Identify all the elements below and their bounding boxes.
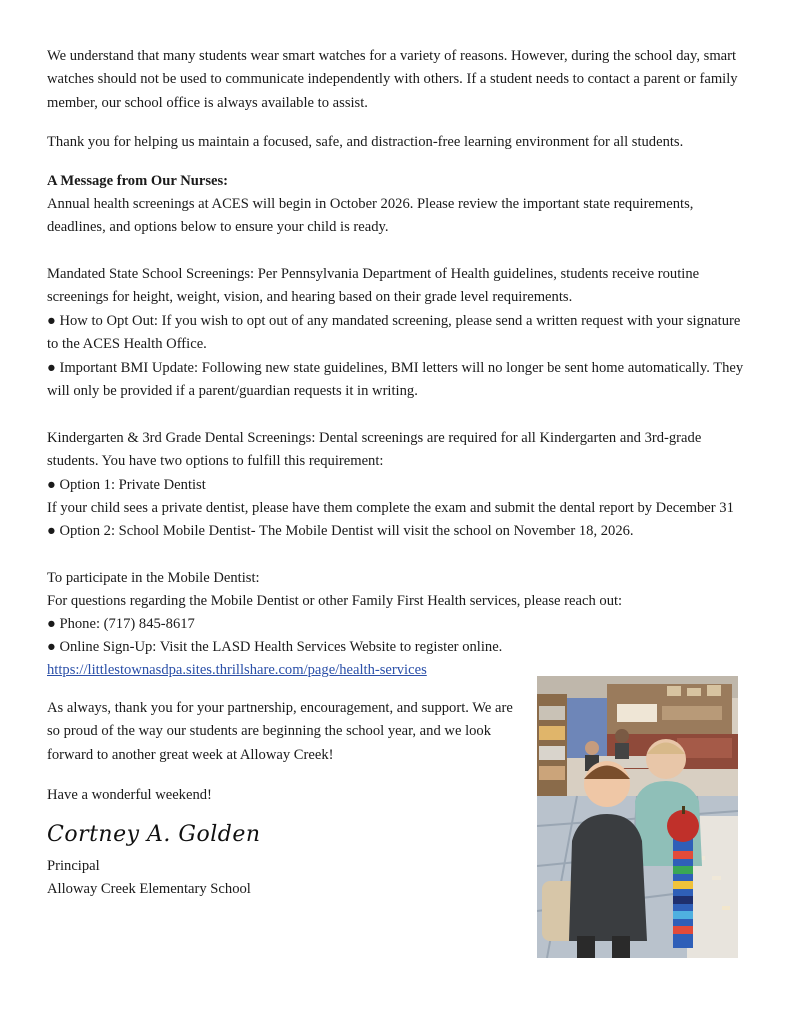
principal-signature: Cortney A. Golden xyxy=(47,822,261,847)
health-services-link[interactable]: https://littlestownasdpa.sites.thrillshare.com/page/health-services xyxy=(47,662,427,678)
closing-paragraph: As always, thank you for your partnership, encouragement, and support. We are so proud of the way our students are beginning the school year, and we look forward to another great week at Alloway Creek! xyxy=(47,700,513,763)
bmi-update-item: ● Important BMI Update: Following new state guidelines, BMI letters will no longer be sent home automatically. They will only be provided if a parent/guardian requests it in writing. xyxy=(47,360,744,400)
nurses-intro: Annual health screenings at ACES will begin in October 2026. Please review the important state requirements, deadlines, and options below to ensure your child is ready. xyxy=(47,196,694,236)
signer-title: Principal xyxy=(47,858,100,874)
school-name: Alloway Creek Elementary School xyxy=(47,881,251,897)
thank-you-paragraph: Thank you for helping us maintain a focused, safe, and distraction-free learning environment for all students. xyxy=(47,134,684,150)
option-1-detail: If your child sees a private dentist, please have them complete the exam and submit the dental report by December 31 xyxy=(47,500,734,516)
option-1: ● Option 1: Private Dentist xyxy=(47,477,206,493)
phone-item: ● Phone: (717) 845-8617 xyxy=(47,616,195,632)
nurses-heading: A Message from Our Nurses: xyxy=(47,173,229,189)
smartwatch-paragraph: We understand that many students wear smart watches for a variety of reasons. However, during the school day, smart watches should not be used to communicate independently with others. If a student needs to contact a parent or family member, our school office is always available to assist. xyxy=(47,48,738,111)
weekend-wish: Have a wonderful weekend! xyxy=(47,787,212,803)
mandated-screenings: Mandated State School Screenings: Per Pennsylvania Department of Health guidelines, students receive routine screenings for height, weight, vision, and hearing based on their grade level requirements. xyxy=(47,266,700,306)
signup-item: ● Online Sign-Up: Visit the LASD Health Services Website to register online. xyxy=(47,639,503,655)
classroom-photo-illustration xyxy=(537,676,738,958)
questions-line: For questions regarding the Mobile Dentist or other Family First Health services, please reach out: xyxy=(47,593,623,609)
option-2: ● Option 2: School Mobile Dentist- The Mobile Dentist will visit the school on November 18, 2026. xyxy=(47,523,634,539)
classroom-photo xyxy=(537,676,738,958)
opt-out-item: ● How to Opt Out: If you wish to opt out of any mandated screening, please send a written request with your signature to the ACES Health Office. xyxy=(47,313,741,353)
participate-heading: To participate in the Mobile Dentist: xyxy=(47,570,260,586)
dental-screenings: Kindergarten & 3rd Grade Dental Screenings: Dental screenings are required for all Kindergarten and 3rd-grade students. You have two options to fulfill this requirement: xyxy=(47,430,702,470)
